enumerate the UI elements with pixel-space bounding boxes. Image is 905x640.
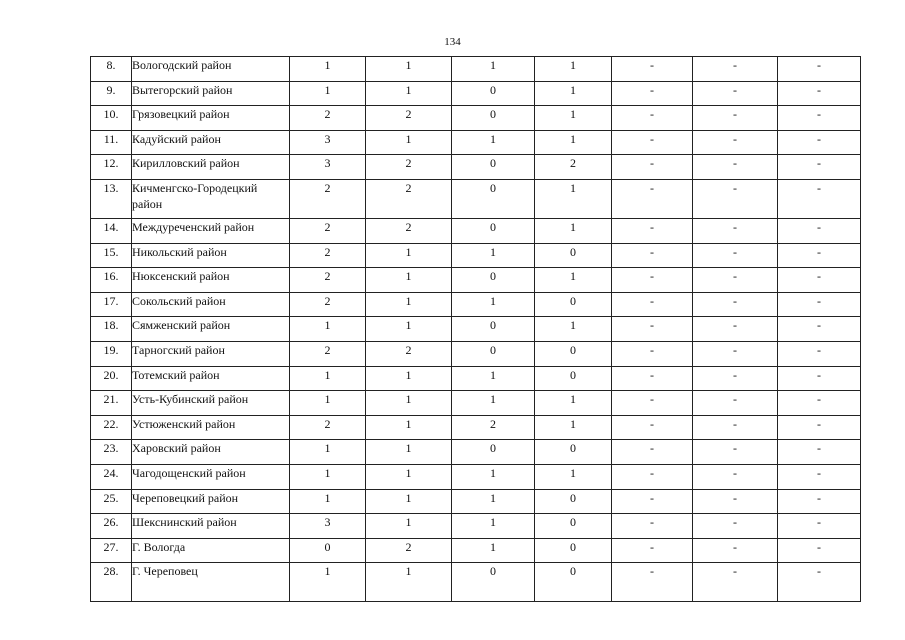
value-cell: - (778, 130, 861, 155)
value-cell: 1 (452, 130, 535, 155)
value-cell: 2 (290, 243, 366, 268)
value-cell: - (778, 440, 861, 465)
value-cell: 1 (290, 81, 366, 106)
value-cell: - (778, 538, 861, 563)
value-cell: - (612, 268, 693, 293)
value-cell: 2 (290, 179, 366, 218)
value-cell: 0 (535, 366, 612, 391)
value-cell: 1 (290, 57, 366, 82)
table-row (91, 130, 861, 155)
district-name: Чагодощенский район (132, 464, 290, 489)
value-cell: 0 (452, 563, 535, 602)
table-row (91, 57, 861, 82)
value-cell: - (612, 563, 693, 602)
value-cell: 1 (535, 317, 612, 342)
value-cell: 1 (366, 440, 452, 465)
value-cell: - (778, 317, 861, 342)
value-cell: - (612, 155, 693, 180)
district-name: Сямженский район (132, 317, 290, 342)
value-cell: - (778, 391, 861, 416)
value-cell: - (693, 243, 778, 268)
district-name: Кирилловский район (132, 155, 290, 180)
value-cell: 2 (366, 106, 452, 131)
row-number: 27. (91, 538, 132, 563)
value-cell: - (693, 341, 778, 366)
value-cell: - (612, 292, 693, 317)
value-cell: - (778, 563, 861, 602)
value-cell: 2 (290, 292, 366, 317)
value-cell: - (778, 155, 861, 180)
value-cell: - (693, 391, 778, 416)
district-name: Междуреченский район (132, 218, 290, 243)
value-cell: 1 (290, 440, 366, 465)
value-cell: - (612, 464, 693, 489)
row-number: 23. (91, 440, 132, 465)
value-cell: 0 (452, 268, 535, 293)
row-number: 10. (91, 106, 132, 131)
value-cell: 2 (452, 415, 535, 440)
district-table (90, 56, 861, 602)
row-number: 16. (91, 268, 132, 293)
district-name: Шекснинский район (132, 514, 290, 539)
value-cell: 1 (535, 218, 612, 243)
value-cell: - (612, 489, 693, 514)
value-cell: - (612, 341, 693, 366)
row-number: 8. (91, 57, 132, 82)
value-cell: 1 (290, 464, 366, 489)
value-cell: - (693, 81, 778, 106)
value-cell: 0 (452, 218, 535, 243)
value-cell: 1 (366, 268, 452, 293)
table-row (91, 538, 861, 563)
district-name: Г. Череповец (132, 563, 290, 602)
table-row (91, 106, 861, 131)
row-number: 28. (91, 563, 132, 602)
value-cell: - (693, 317, 778, 342)
value-cell: 1 (452, 243, 535, 268)
row-number: 13. (91, 179, 132, 218)
district-name: Вытегорский район (132, 81, 290, 106)
value-cell: - (693, 538, 778, 563)
value-cell: 0 (535, 489, 612, 514)
value-cell: - (693, 57, 778, 82)
district-name: Сокольский район (132, 292, 290, 317)
value-cell: - (778, 243, 861, 268)
value-cell: - (778, 57, 861, 82)
district-name: Г. Вологда (132, 538, 290, 563)
value-cell: 1 (452, 514, 535, 539)
value-cell: 1 (535, 57, 612, 82)
value-cell: - (693, 179, 778, 218)
value-cell: 0 (452, 317, 535, 342)
district-name: Харовский район (132, 440, 290, 465)
value-cell: 2 (290, 106, 366, 131)
table-row (91, 317, 861, 342)
value-cell: - (693, 563, 778, 602)
value-cell: 1 (535, 179, 612, 218)
value-cell: 2 (366, 218, 452, 243)
district-name: Тотемский район (132, 366, 290, 391)
value-cell: 1 (452, 292, 535, 317)
value-cell: 1 (452, 366, 535, 391)
value-cell: - (693, 106, 778, 131)
table-row (91, 268, 861, 293)
value-cell: 1 (290, 366, 366, 391)
value-cell: 1 (535, 391, 612, 416)
value-cell: - (612, 218, 693, 243)
value-cell: 0 (452, 106, 535, 131)
value-cell: 1 (366, 243, 452, 268)
value-cell: 2 (290, 218, 366, 243)
value-cell: - (778, 464, 861, 489)
table-row (91, 292, 861, 317)
value-cell: 1 (290, 563, 366, 602)
row-number: 22. (91, 415, 132, 440)
value-cell: - (778, 81, 861, 106)
value-cell: - (693, 292, 778, 317)
value-cell: - (693, 155, 778, 180)
table-row (91, 464, 861, 489)
value-cell: - (612, 415, 693, 440)
value-cell: 1 (452, 489, 535, 514)
value-cell: 1 (366, 514, 452, 539)
value-cell: - (612, 391, 693, 416)
row-number: 21. (91, 391, 132, 416)
table-row (91, 218, 861, 243)
district-name: Нюксенский район (132, 268, 290, 293)
value-cell: - (778, 106, 861, 131)
value-cell: - (778, 218, 861, 243)
value-cell: - (612, 81, 693, 106)
value-cell: 0 (535, 243, 612, 268)
value-cell: 1 (366, 57, 452, 82)
table-row (91, 341, 861, 366)
value-cell: - (693, 440, 778, 465)
district-name: Тарногский район (132, 341, 290, 366)
table-row (91, 563, 861, 602)
value-cell: 1 (535, 81, 612, 106)
value-cell: 2 (290, 415, 366, 440)
row-number: 17. (91, 292, 132, 317)
value-cell: 1 (366, 391, 452, 416)
value-cell: - (778, 292, 861, 317)
value-cell: 1 (366, 464, 452, 489)
table-row (91, 440, 861, 465)
value-cell: - (693, 514, 778, 539)
value-cell: 3 (290, 155, 366, 180)
value-cell: 2 (366, 155, 452, 180)
value-cell: 1 (535, 464, 612, 489)
value-cell: 1 (535, 415, 612, 440)
table-row (91, 514, 861, 539)
value-cell: 2 (366, 179, 452, 218)
value-cell: 0 (535, 440, 612, 465)
value-cell: - (693, 218, 778, 243)
district-name: Грязовецкий район (132, 106, 290, 131)
table-row (91, 81, 861, 106)
value-cell: - (778, 179, 861, 218)
row-number: 24. (91, 464, 132, 489)
value-cell: - (612, 243, 693, 268)
district-name: Кичменгско-Городецкий район (132, 179, 290, 218)
value-cell: 0 (452, 155, 535, 180)
value-cell: - (693, 415, 778, 440)
value-cell: 2 (290, 341, 366, 366)
value-cell: 1 (366, 292, 452, 317)
row-number: 18. (91, 317, 132, 342)
value-cell: - (778, 514, 861, 539)
value-cell: - (612, 514, 693, 539)
district-name: Кадуйский район (132, 130, 290, 155)
table-row (91, 243, 861, 268)
value-cell: 2 (366, 538, 452, 563)
value-cell: 0 (535, 563, 612, 602)
row-number: 9. (91, 81, 132, 106)
value-cell: 1 (535, 130, 612, 155)
value-cell: - (612, 179, 693, 218)
value-cell: 0 (452, 341, 535, 366)
value-cell: 1 (290, 317, 366, 342)
table-row (91, 366, 861, 391)
value-cell: 1 (290, 391, 366, 416)
value-cell: 1 (366, 415, 452, 440)
district-name: Вологодский район (132, 57, 290, 82)
value-cell: - (693, 268, 778, 293)
value-cell: - (612, 57, 693, 82)
value-cell: - (612, 440, 693, 465)
value-cell: - (612, 130, 693, 155)
value-cell: 1 (452, 57, 535, 82)
table-body (91, 57, 861, 602)
value-cell: - (693, 366, 778, 391)
value-cell: 1 (366, 366, 452, 391)
table-row (91, 489, 861, 514)
value-cell: 3 (290, 514, 366, 539)
value-cell: - (693, 130, 778, 155)
value-cell: 1 (535, 106, 612, 131)
value-cell: 0 (535, 341, 612, 366)
value-cell: 1 (366, 81, 452, 106)
row-number: 25. (91, 489, 132, 514)
table-row (91, 155, 861, 180)
value-cell: 0 (452, 179, 535, 218)
value-cell: 1 (452, 538, 535, 563)
row-number: 15. (91, 243, 132, 268)
value-cell: 1 (290, 489, 366, 514)
value-cell: 0 (452, 81, 535, 106)
value-cell: 0 (290, 538, 366, 563)
value-cell: 1 (452, 391, 535, 416)
value-cell: 3 (290, 130, 366, 155)
value-cell: 1 (366, 489, 452, 514)
value-cell: - (612, 366, 693, 391)
table-row (91, 179, 861, 218)
value-cell: 0 (535, 514, 612, 539)
value-cell: 1 (452, 464, 535, 489)
value-cell: 0 (535, 538, 612, 563)
row-number: 14. (91, 218, 132, 243)
value-cell: - (778, 341, 861, 366)
row-number: 20. (91, 366, 132, 391)
value-cell: 2 (366, 341, 452, 366)
row-number: 12. (91, 155, 132, 180)
district-name: Устюженский район (132, 415, 290, 440)
value-cell: 1 (366, 130, 452, 155)
value-cell: 0 (535, 292, 612, 317)
district-name: Усть-Кубинский район (132, 391, 290, 416)
value-cell: - (778, 489, 861, 514)
value-cell: 2 (290, 268, 366, 293)
row-number: 26. (91, 514, 132, 539)
value-cell: - (778, 268, 861, 293)
district-name: Никольский район (132, 243, 290, 268)
value-cell: 1 (535, 268, 612, 293)
value-cell: 0 (452, 440, 535, 465)
value-cell: - (693, 489, 778, 514)
value-cell: 1 (366, 563, 452, 602)
table-row (91, 391, 861, 416)
district-name: Череповецкий район (132, 489, 290, 514)
row-number: 11. (91, 130, 132, 155)
value-cell: - (778, 366, 861, 391)
value-cell: - (778, 415, 861, 440)
table-row (91, 415, 861, 440)
value-cell: - (612, 317, 693, 342)
value-cell: 1 (366, 317, 452, 342)
value-cell: - (693, 464, 778, 489)
page-number: 134 (444, 36, 461, 48)
value-cell: 2 (535, 155, 612, 180)
value-cell: - (612, 106, 693, 131)
value-cell: - (612, 538, 693, 563)
row-number: 19. (91, 341, 132, 366)
